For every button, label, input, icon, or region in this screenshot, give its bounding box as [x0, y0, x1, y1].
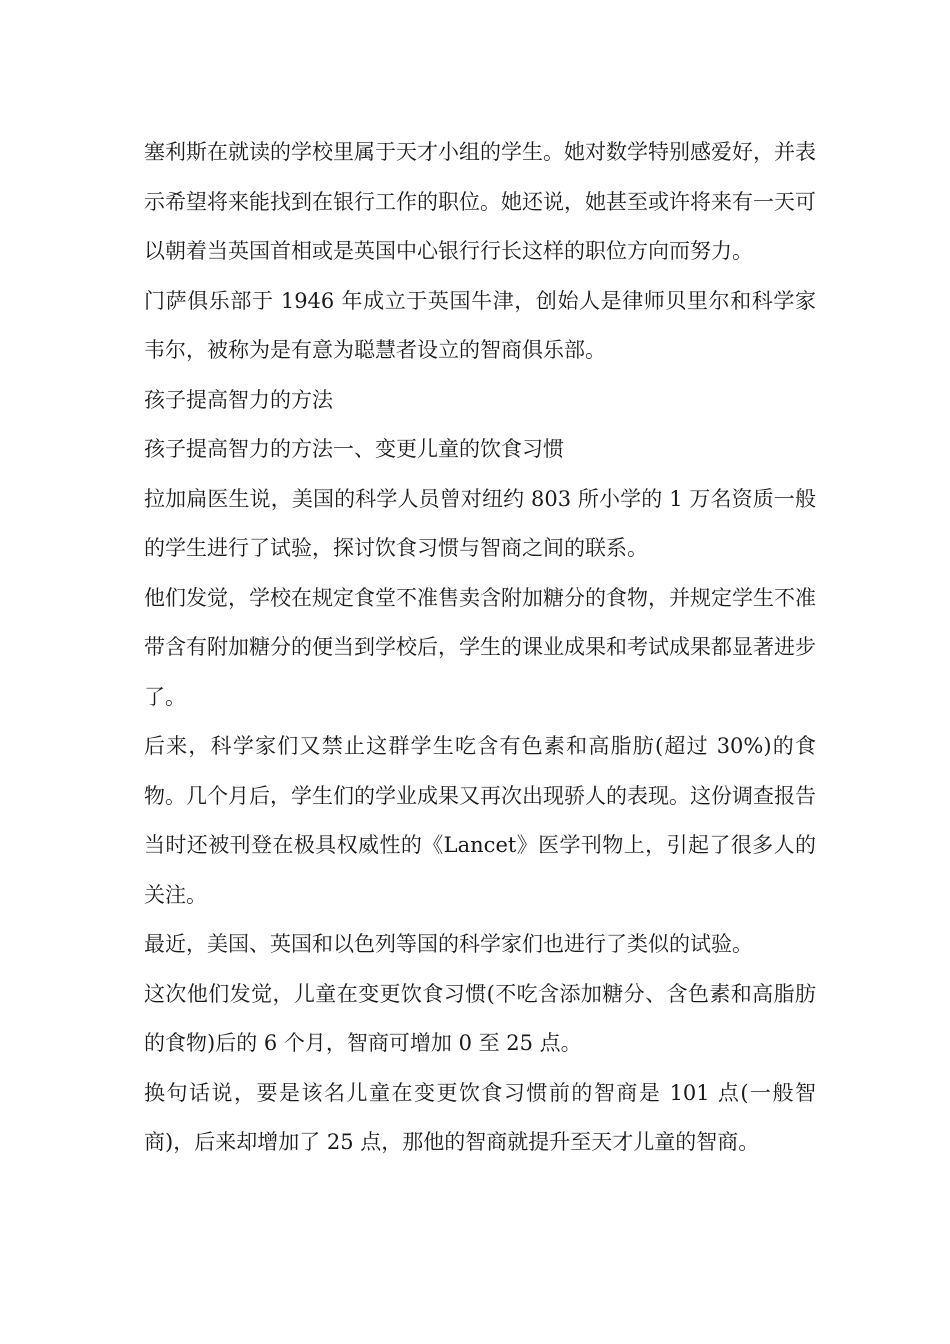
- paragraph-2: 门萨俱乐部于 1946 年成立于英国牛津，创始人是律师贝里尔和科学家韦尔，被称为是有意为聪慧者设立的智商俱乐部。: [144, 288, 816, 362]
- document-body: [144, 128, 816, 1168]
- subsection-heading: 孩子提高智力的方法一、变更儿童的饮食习惯: [144, 437, 564, 461]
- paragraph-5: 后来，科学家们又禁止这群学生吃含有色素和高脂肪(超过 30%)的食物。几个月后，学生们的学业成果又再次出现骄人的表现。这份调查报告当时还被刊登在极具权威性的《Lancet》医学刊物上，引起了很多人的关注。: [144, 734, 816, 907]
- paragraph-1: 塞利斯在就读的学校里属于天才小组的学生。她对数学特别感爱好，并表示希望将来能找到在银行工作的职位。她还说，她甚至或许将来有一天可以朝着当英国首相或是英国中心银行行长这样的职位方向而努力。: [144, 140, 816, 263]
- paragraph-7: 这次他们发觉，儿童在变更饮食习惯(不吃含添加糖分、含色素和高脂肪的食物)后的 6 个月，智商可增加 0 至 25 点。: [144, 981, 816, 1055]
- paragraph-3: 拉加扁医生说，美国的科学人员曾对纽约 803 所小学的 1 万名资质一般的学生进行了试验，探讨饮食习惯与智商之间的联系。: [144, 486, 816, 560]
- paragraph-4: 他们发觉，学校在规定食堂不准售卖含附加糖分的食物，并规定学生不准带含有附加糖分的便当到学校后，学生的课业成果和考试成果都显著进步了。: [144, 585, 816, 709]
- section-heading: 孩子提高智力的方法: [144, 387, 333, 412]
- paragraph-8: 换句话说，要是该名儿童在变更饮食习惯前的智商是 101 点(一般智商)，后来却增加了 25 点，那他的智商就提升至天才儿童的智商。: [144, 1080, 816, 1154]
- paragraph-6: 最近，美国、英国和以色列等国的科学家们也进行了类似的试验。: [144, 932, 753, 956]
